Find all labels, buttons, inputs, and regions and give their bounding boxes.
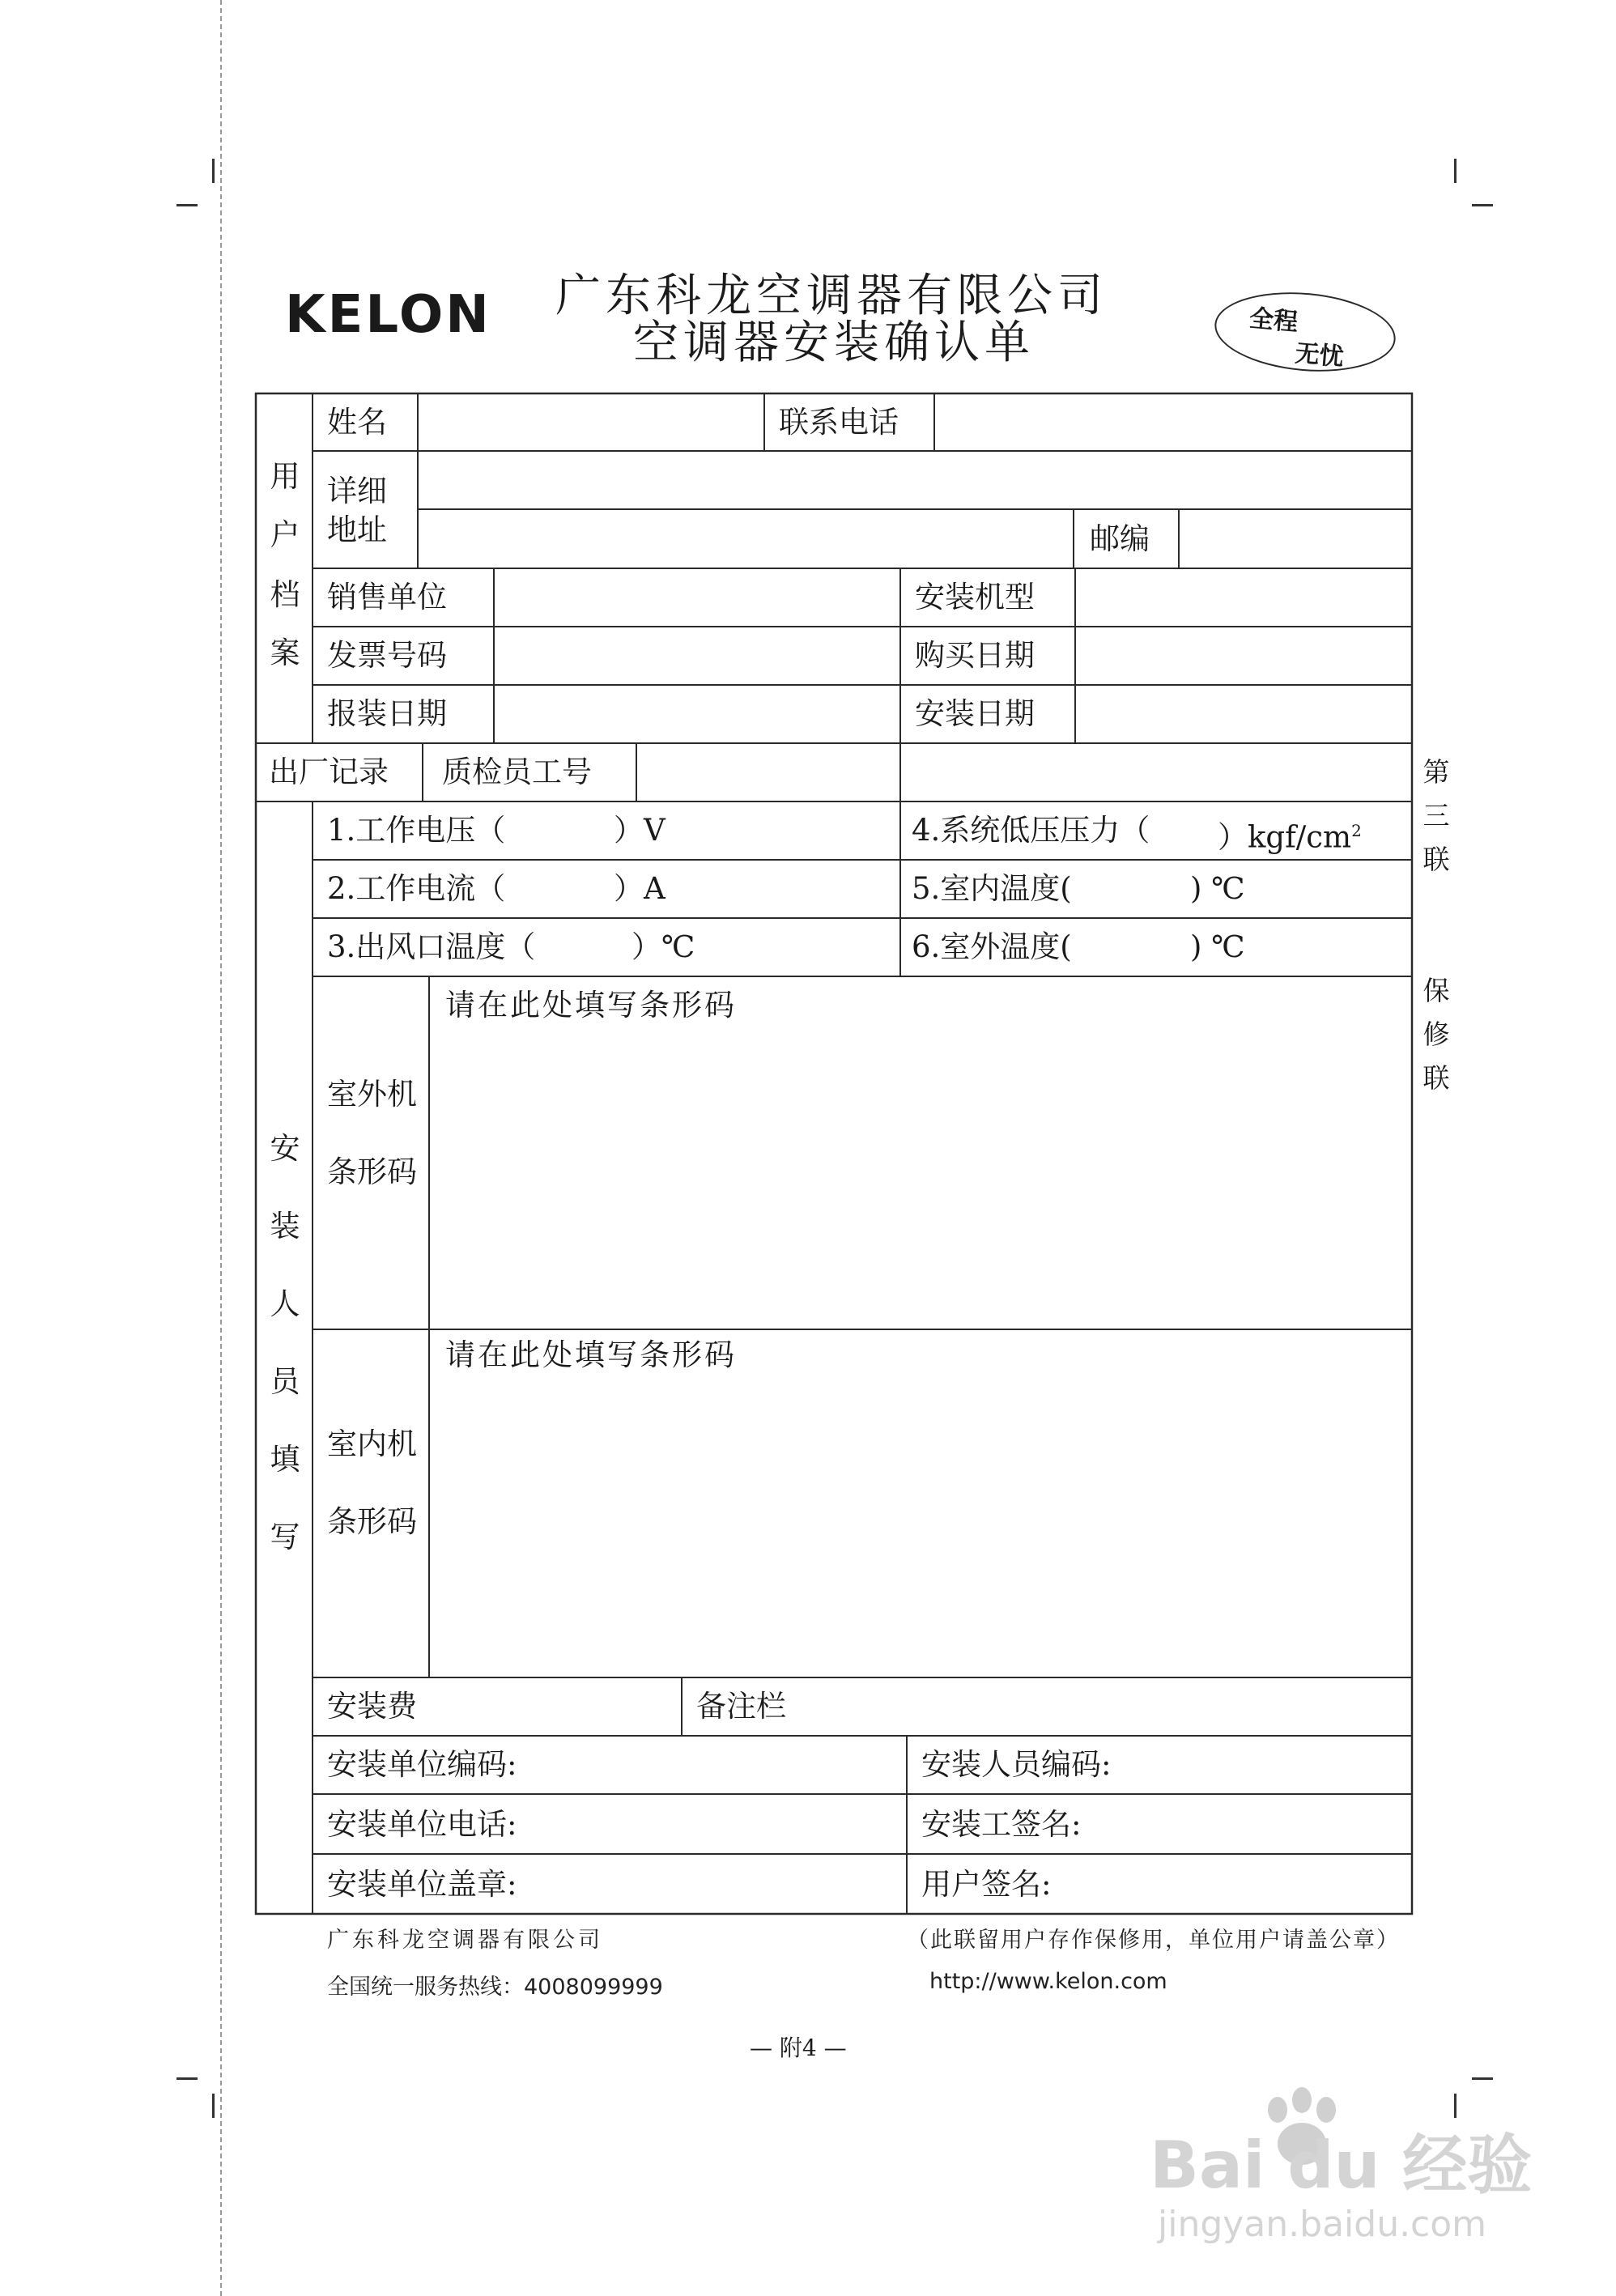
current-unit: ）A [614, 871, 666, 906]
purchase-date-field[interactable] [1077, 628, 1410, 683]
user-section-title-2: 户 [270, 517, 300, 552]
phone-field[interactable] [936, 395, 1410, 450]
indoor-barcode-hint: 请在此处填写条形码 [445, 1337, 737, 1372]
outdoor-barcode-hint: 请在此处填写条形码 [445, 988, 737, 1023]
voltage-label: 1.工作电压（ [327, 813, 506, 848]
copy-type-1: 保 [1423, 975, 1450, 1006]
watermark-brand: Bai du 经验 [1150, 2128, 1533, 2203]
watermark-url: jingyan.baidu.com [1158, 2204, 1487, 2245]
model-field[interactable] [1077, 570, 1410, 625]
indoor-barcode-field[interactable] [431, 1378, 1410, 1676]
copy-type-3: 联 [1423, 1062, 1450, 1094]
voltage-unit: ）V [614, 813, 666, 848]
copy-number-2: 三 [1423, 800, 1450, 831]
copy-number-3: 联 [1423, 844, 1450, 875]
pressure-unit-text: ）kgf/cm [1218, 819, 1352, 855]
user-section-title-3: 档 [270, 577, 300, 612]
copy-number-1: 第 [1423, 756, 1450, 788]
footer-company: 广东科龙空调器有限公司 [327, 1928, 603, 1953]
factory-extra-field[interactable] [902, 745, 1410, 800]
pressure-unit-sup: 2 [1351, 821, 1362, 840]
purchase-date-label: 购买日期 [915, 638, 1035, 673]
inspector-label: 质检员工号 [442, 755, 592, 789]
remark-label: 备注栏 [696, 1689, 786, 1724]
install-section-title-4: 员 [270, 1364, 300, 1399]
pressure-unit [1218, 813, 1362, 855]
footer-hotline: 全国统一服务热线：4008099999 [327, 1975, 663, 2000]
outdoor-unit-label-1: 室外机 [327, 1077, 417, 1112]
report-date-field[interactable] [495, 687, 899, 742]
seller-field[interactable] [495, 570, 899, 625]
indoor-unit-label-2: 条形码 [327, 1504, 417, 1539]
outlet-temp-label: 3.出风口温度（ [327, 929, 536, 964]
outdoor-temp-label: 6.室外温度( [912, 929, 1072, 964]
footer-website[interactable]: http://www.kelon.com [929, 1969, 1167, 1994]
outdoor-temp-unit: ) ℃ [1190, 929, 1245, 964]
indoor-temp-label: 5.室内温度( [912, 871, 1072, 906]
current-label: 2.工作电流（ [327, 871, 506, 906]
user-section-title-4: 案 [270, 636, 300, 670]
seller-label: 销售单位 [327, 580, 447, 614]
badge-line-2: 无忧 [1294, 339, 1345, 372]
invoice-label: 发票号码 [327, 638, 447, 673]
install-section-title-3: 人 [270, 1286, 300, 1321]
install-section-title-6: 写 [270, 1520, 300, 1554]
worker-sign-label: 安装工签名: [921, 1807, 1082, 1842]
install-date-field[interactable] [1077, 687, 1410, 742]
inspector-field[interactable] [638, 745, 899, 800]
indoor-temp-unit: ) ℃ [1190, 871, 1245, 906]
model-label: 安装机型 [915, 580, 1035, 614]
copy-type-2: 修 [1423, 1018, 1450, 1050]
install-section-title-5: 填 [270, 1442, 300, 1477]
outdoor-barcode-field[interactable] [431, 1028, 1410, 1328]
install-fee-label: 安装费 [327, 1689, 417, 1724]
kelon-logo: KELON [285, 285, 491, 345]
unit-stamp-label: 安装单位盖章: [327, 1867, 517, 1902]
name-field[interactable] [419, 395, 763, 450]
outdoor-unit-label-2: 条形码 [327, 1154, 417, 1189]
phone-label: 联系电话 [779, 405, 899, 440]
unit-phone-label: 安装单位电话: [327, 1807, 517, 1842]
badge-line-1: 全程 [1248, 304, 1299, 338]
install-section-title-2: 装 [270, 1209, 300, 1244]
postcode-field[interactable] [1180, 511, 1410, 568]
user-sign-label: 用户签名: [921, 1867, 1052, 1902]
address-label-1: 详细 [327, 474, 387, 508]
indoor-unit-label-1: 室内机 [327, 1426, 417, 1461]
name-label: 姓名 [327, 405, 387, 440]
pressure-label: 4.系统低压压力（ [912, 813, 1150, 848]
report-date-label: 报装日期 [327, 696, 447, 731]
address-label-2: 地址 [327, 512, 387, 547]
unit-code-label: 安装单位编码: [327, 1747, 517, 1782]
staff-code-label: 安装人员编码: [921, 1747, 1112, 1782]
invoice-field[interactable] [495, 628, 899, 683]
install-date-label: 安装日期 [915, 696, 1035, 731]
page-number: — 附4 — [750, 2035, 847, 2061]
form-title: 空调器安装确认单 [633, 317, 1035, 369]
outlet-temp-unit: ）℃ [632, 929, 695, 964]
install-section-title-1: 安 [270, 1131, 300, 1166]
factory-record-label: 出厂记录 [269, 755, 389, 789]
postcode-label: 邮编 [1090, 521, 1150, 556]
footer-note: （此联留用户存作保修用，单位用户请盖公章） [907, 1928, 1400, 1953]
company-name: 广东科龙空调器有限公司 [555, 270, 1108, 322]
user-section-title-1: 用 [270, 459, 300, 494]
